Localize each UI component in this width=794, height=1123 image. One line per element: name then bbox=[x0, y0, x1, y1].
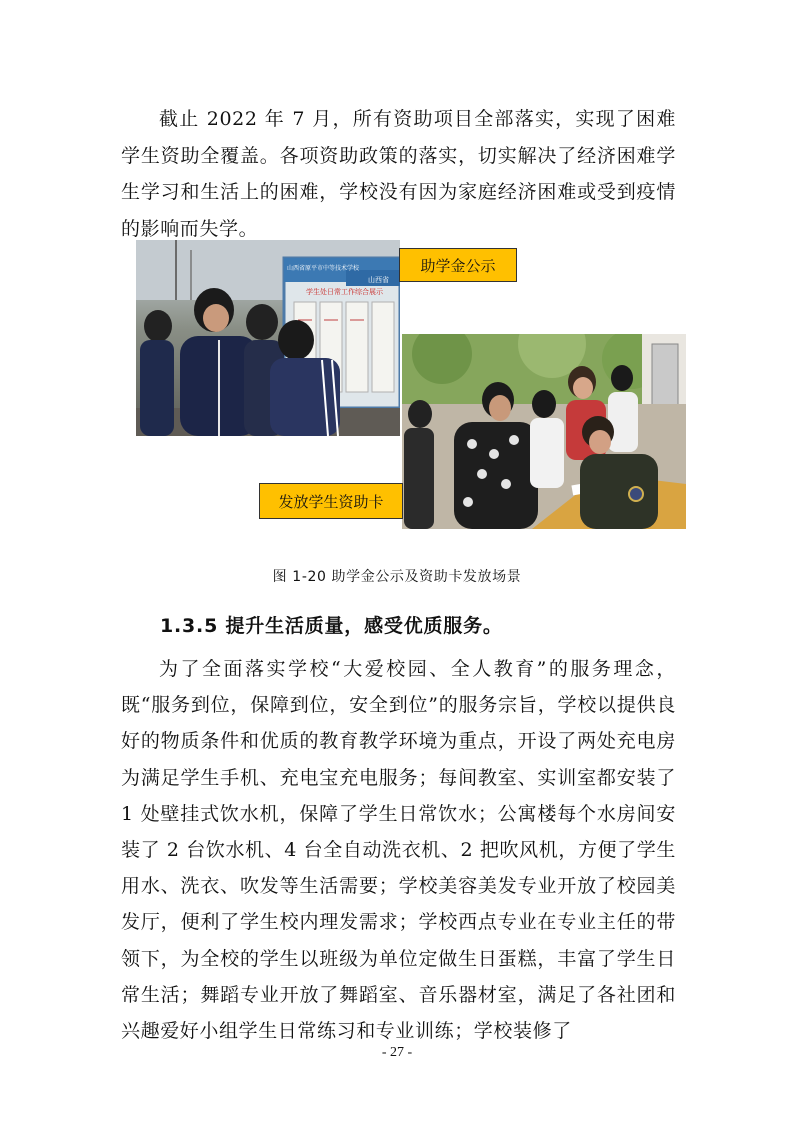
page-number: - 27 - bbox=[381, 1045, 413, 1060]
photo-card-distribution-illustration bbox=[402, 334, 686, 529]
photo-scholarship-notice-board bbox=[136, 240, 400, 436]
board-sign-line2: 学生处日常工作综合展示 bbox=[306, 288, 383, 296]
label-aid-card-distribution: 发放学生资助卡 bbox=[259, 483, 403, 519]
photo-aid-card-distribution bbox=[402, 334, 686, 529]
photo-students-at-board-illustration bbox=[136, 240, 400, 436]
figure-caption: 图 1-20 助学金公示及资助卡发放场景 bbox=[272, 569, 522, 585]
paragraph-service-quality: 为了全面落实学校“大爱校园、全人教育”的服务理念，既“服务到位，保障到位，安全到位”的服务宗旨，学校以提供良好的物质条件和优质的教育教学环境为重点，开设了两处充电房为满足学生手机、充电宝充电服务；每间教室、实训室都安装了 1 处壁挂式饮水机，保障了学生日常饮水；公寓楼每个水房间安装了 2 台饮水机、4 台全自动洗衣机、2 把吹风机，方便了学生用水、洗衣、吹发等生活需要；学校美容美发专业开放了校园美发厅，便利了学生校内理发需求；学校西点专业在专业主任的带领下，为全校的学生以班级为单位定做生日蛋糕，丰富了学生日常生活；舞蹈专业开放了舞蹈室、音乐器材室，满足了各社团和兴趣爱好小组学生日常练习和专业训练；学校装修了 bbox=[121, 658, 676, 1043]
section-heading: 1.3.5 提升生活质量，感受优质服务。 bbox=[160, 615, 503, 637]
paragraph-funding-coverage: 截止 2022 年 7 月，所有资助项目全部落实，实现了困难学生资助全覆盖。各项资助政策的落实，切实解决了经济困难学生学习和生活上的困难，学校没有因为家庭经济困难或受到疫情的影响而失学。 bbox=[121, 108, 676, 240]
label-scholarship-notice: 助学金公示 bbox=[399, 248, 517, 282]
board-sign-side: 山西省 bbox=[368, 276, 389, 284]
board-sign-line1: 山西省原平市中等技术学校 bbox=[287, 265, 360, 272]
